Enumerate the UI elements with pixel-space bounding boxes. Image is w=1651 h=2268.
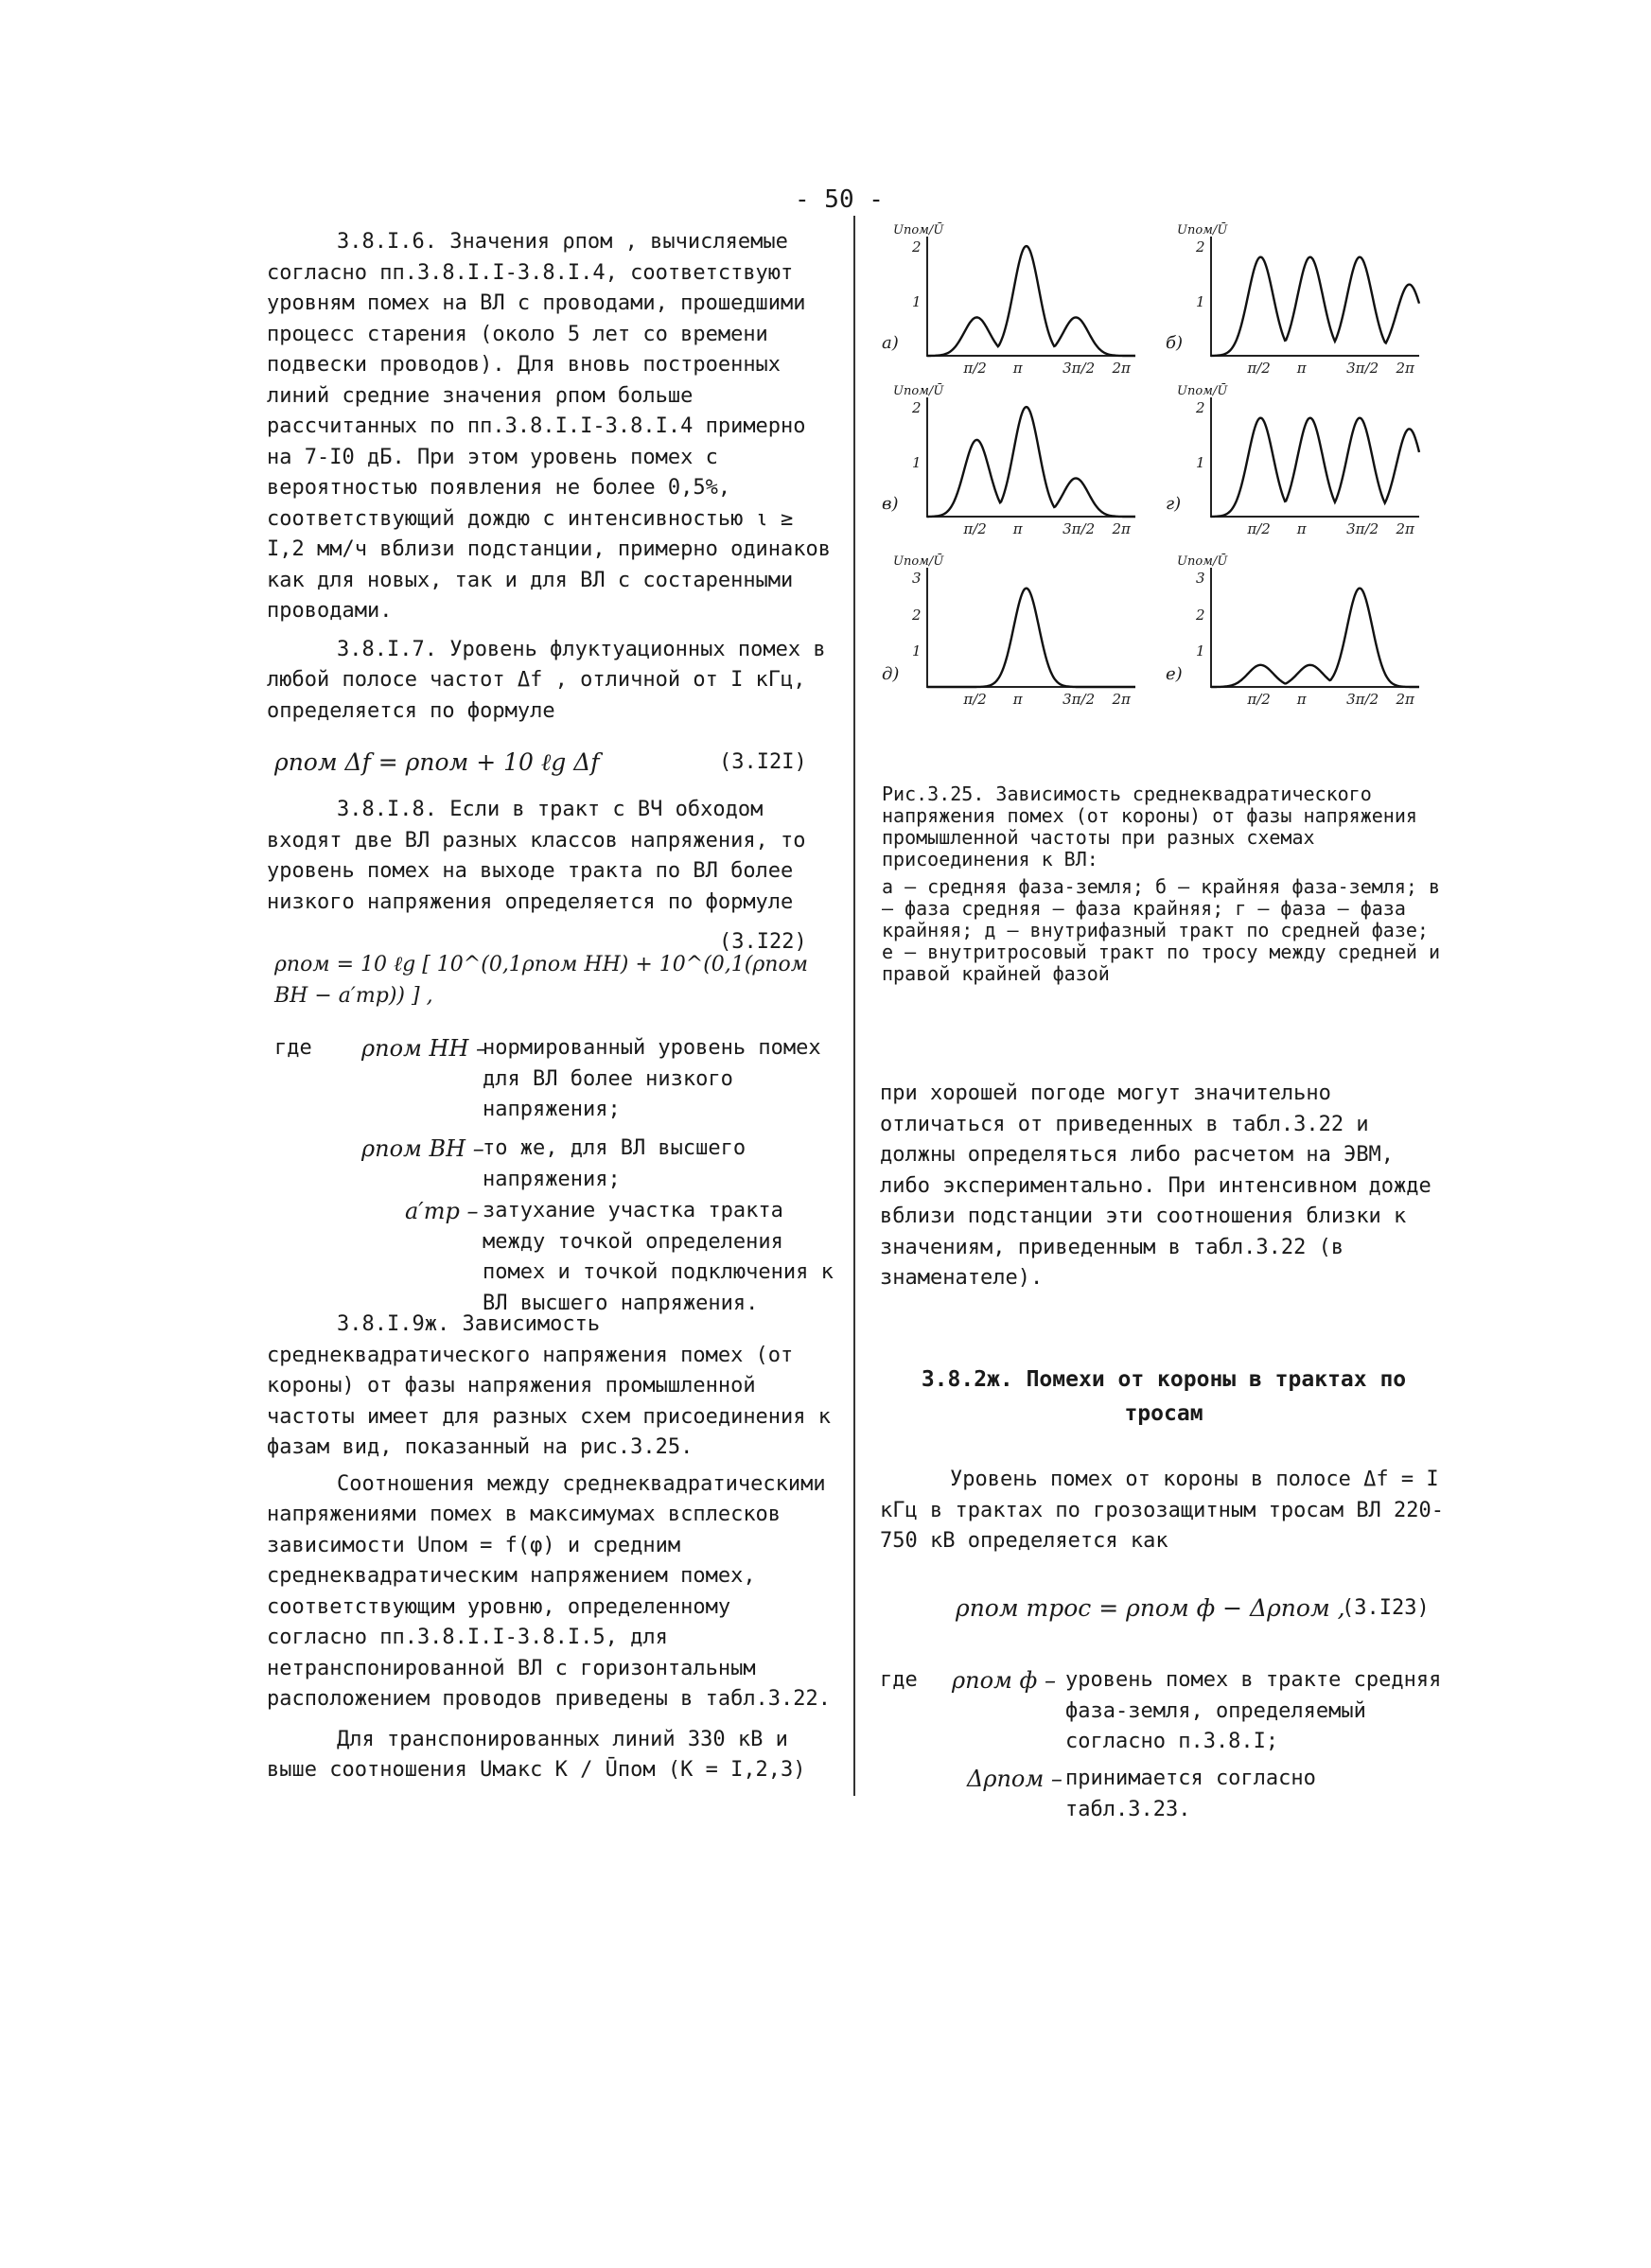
caption-title: Рис.3.25. Зависимость среднеквадратического напряжения помех (от короны) от фазы напряжения промышленной частоты при разных схемах присоединения к ВЛ:	[882, 782, 1417, 870]
definition-delta-p-pom: принимается согласно табл.3.23.	[1065, 1767, 1316, 1821]
plot-panel	[880, 556, 1145, 717]
where-label-right: где	[880, 1668, 918, 1692]
x-tick-label: π	[1296, 360, 1307, 377]
x-tick-label: 3π/2	[1063, 520, 1096, 537]
paragraph-3-8-2: Уровень помех от короны в полосе Δf = I кГц в трактах по грозозащитным тросам ВЛ 220-750 кВ определяется как	[880, 1468, 1445, 1553]
x-tick-label: 2π	[1112, 691, 1131, 708]
x-tick-label: π	[1012, 691, 1023, 708]
x-tick-label: π/2	[963, 691, 987, 708]
x-tick-label: π	[1012, 520, 1023, 537]
symbol-delta-p-pom: Δρпом –	[967, 1766, 1063, 1792]
plot-panel	[880, 386, 1145, 547]
definition-p-pom-f: уровень помех в тракте средняя фаза-земля, определяемый согласно п.3.8.I;	[1065, 1668, 1442, 1753]
paragraph-3-8-1-7: 3.8.I.7. Уровень флуктуационных помех в любой полосе частот Δf , отличной от I кГц, определяется по формуле	[267, 637, 826, 723]
x-tick-label: 2π	[1396, 520, 1414, 537]
plot-panel	[1164, 556, 1429, 717]
plot-axes	[927, 568, 1135, 687]
y-axis-label: Uпом/Ū	[1177, 223, 1228, 237]
formula-3-122: ρпом = 10 ℓg [ 10^(0,1ρпом НН) + 10^(0,1(ρпом ВН − a′тр)) ] ,	[274, 953, 808, 1008]
left-column	[267, 227, 834, 1012]
plot-panel	[1164, 386, 1429, 547]
y-tick-label: 3	[912, 570, 922, 588]
definition-p-pom-nn: нормированный уровень помех для ВЛ более низкого напряжения;	[483, 1036, 821, 1121]
x-tick-label: π	[1296, 691, 1307, 708]
x-tick-label: π/2	[1247, 360, 1271, 377]
panel-letter: в)	[882, 494, 899, 514]
right-column-lower	[880, 1465, 1448, 1648]
where-block-right	[880, 1665, 1448, 1821]
y-tick-label: 2	[912, 606, 922, 624]
panel-letter: а)	[882, 333, 899, 353]
plot-curve	[1211, 418, 1419, 517]
symbol-a-tr: a′тр –	[405, 1198, 479, 1224]
formula-3-121: ρпом Δf = ρпом + 10 ℓg Δf	[274, 748, 600, 776]
equation-number-3-121: (3.I2I)	[719, 750, 807, 774]
column-divider	[853, 216, 855, 1796]
formula-3-123: ρпом трос = ρпом ф − Δρпом ,	[956, 1593, 1345, 1622]
y-axis-label: Uпом/Ū	[1177, 554, 1228, 569]
plot-curve	[1211, 257, 1419, 356]
panel-letter: б)	[1166, 333, 1184, 353]
section-heading-3-8-2: 3.8.2ж. Помехи от короны в трактах по тросам	[921, 1367, 1407, 1426]
symbol-p-pom-nn: ρпом НН –	[361, 1035, 488, 1062]
x-tick-label: π	[1296, 520, 1307, 537]
y-tick-label: 2	[912, 399, 922, 417]
x-tick-label: 3π/2	[1346, 691, 1379, 708]
plot-axes	[1211, 568, 1419, 687]
plot-curve	[927, 407, 1135, 517]
y-tick-label: 1	[1196, 454, 1205, 472]
definition-p-pom-vn: то же, для ВЛ высшего напряжения;	[483, 1136, 746, 1191]
x-tick-label: π/2	[1247, 691, 1271, 708]
x-tick-label: 3π/2	[1063, 360, 1096, 377]
y-tick-label: 1	[912, 642, 922, 660]
y-tick-label: 1	[912, 454, 922, 472]
y-tick-label: 3	[1196, 570, 1205, 588]
y-axis-label: Uпом/Ū	[893, 223, 944, 237]
equation-number-3-123: (3.I23)	[1342, 1595, 1430, 1620]
panel-letter: е)	[1166, 664, 1183, 684]
paragraph-3-8-1-8: 3.8.I.8. Если в тракт с ВЧ обходом входят две ВЛ разных классов напряжения, то уровень помех на выходе тракта по ВЛ более низкого напряжения определяется по формуле	[267, 798, 806, 914]
plot-curve	[927, 246, 1135, 356]
x-tick-label: 2π	[1112, 360, 1131, 377]
y-axis-label: Uпом/Ū	[1177, 384, 1228, 398]
panel-letter: д)	[882, 664, 900, 684]
x-tick-label: 3π/2	[1063, 691, 1096, 708]
panel-letter: г)	[1166, 494, 1182, 514]
x-tick-label: 3π/2	[1346, 360, 1379, 377]
x-tick-label: π/2	[1247, 520, 1271, 537]
paragraph-transposed: Для транспонированных линий 330 кВ и выше соотношения Uмакс К / Ūпом (К = I,2,3)	[267, 1727, 806, 1782]
plot-curve	[927, 589, 1135, 687]
where-block-left	[267, 1033, 834, 1315]
left-column-lower	[267, 1310, 834, 1786]
x-tick-label: 2π	[1396, 691, 1414, 708]
plot-panel	[880, 225, 1145, 386]
paragraph-3-8-1-9: 3.8.I.9ж. Зависимость среднеквадратического напряжения помех (от короны) от фазы напряжения промышленной частоты имеет для разных схем присоединения к фазам вид, показанный на рис.3.25.	[267, 1312, 832, 1459]
x-tick-label: 2π	[1396, 360, 1414, 377]
y-tick-label: 2	[1196, 606, 1205, 624]
x-tick-label: π/2	[963, 520, 987, 537]
y-tick-label: 1	[1196, 293, 1205, 311]
caption-legend: а – средняя фаза-земля; б – крайняя фаза-земля; в – фаза средняя – фаза крайняя; г – фаза – фаза крайняя; д – внутрифазный тракт по средней фазе; е – внутритросовый тракт по тросу между средней и правой крайней фазой	[882, 875, 1441, 985]
equation-number-3-122: (3.I22)	[719, 930, 807, 954]
y-tick-label: 2	[1196, 238, 1205, 256]
y-axis-label: Uпом/Ū	[893, 384, 944, 398]
symbol-p-pom-f: ρпом ф –	[952, 1667, 1056, 1694]
page-number: - 50 -	[795, 185, 884, 214]
y-tick-label: 1	[912, 293, 922, 311]
paragraph-ratios: Соотношения между среднеквадратическими напряжениями помех в максимумах всплесков зависимости Uпом = f(φ) и средним среднеквадратическим напряжением помех, соответствующим уровню, определенному согласно пп.3.8.I.I-3.8.I.5, для нетранспонированной ВЛ с горизонтальным расположением проводов приведены в табл.3.22.	[267, 1471, 832, 1711]
plot-curve	[1211, 589, 1419, 687]
y-tick-label: 2	[912, 238, 922, 256]
right-column	[880, 1079, 1448, 1294]
figure-caption	[882, 783, 1449, 985]
where-label: где	[274, 1036, 312, 1060]
paragraph-continuation: при хорошей погоде могут значительно отличаться от приведенных в табл.3.22 и должны определяться либо расчетом на ЭВМ, либо экспериментально. При интенсивном дожде вблизи подстанции эти соотношения близки к значениям, приведенным в табл.3.22 (в знаменателе).	[880, 1081, 1431, 1290]
figure-3-25	[880, 225, 1448, 765]
x-tick-label: π/2	[963, 360, 987, 377]
y-axis-label: Uпом/Ū	[893, 554, 944, 569]
x-tick-label: 3π/2	[1346, 520, 1379, 537]
x-tick-label: 2π	[1112, 520, 1131, 537]
symbol-p-pom-vn: ρпом ВН –	[361, 1135, 484, 1162]
definition-a-tr: затухание участка тракта между точкой определения помех и точкой подключения к ВЛ высшего напряжения.	[483, 1199, 834, 1315]
y-tick-label: 2	[1196, 399, 1205, 417]
y-tick-label: 1	[1196, 642, 1205, 660]
plot-panel	[1164, 225, 1429, 386]
x-tick-label: π	[1012, 360, 1023, 377]
paragraph-3-8-1-6: 3.8.I.6. Значения ρпом , вычисляемые согласно пп.3.8.I.I-3.8.I.4, соответствуют уровням помех на ВЛ с проводами, прошедшими процесс старения (около 5 лет со времени подвески проводов). Для вновь построенных линий средние значения ρпом больше рассчитанных по пп.3.8.I.I-3.8.I.4 примерно на 7-I0 дБ. При этом уровень помех с вероятностью появления не более 0,5%, соответствующий дождю с интенсивностью ι ≥ I,2 мм/ч вблизи подстанции, примерно одинаков как для новых, так и для ВЛ с состаренными проводами.	[267, 230, 832, 623]
